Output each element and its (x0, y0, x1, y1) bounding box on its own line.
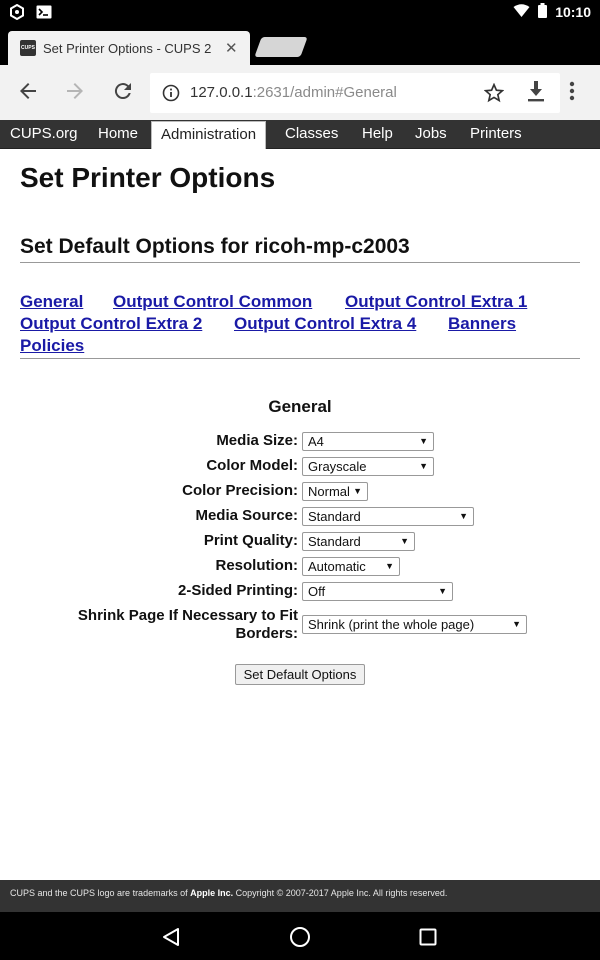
tab-output-control-extra-4[interactable]: Output Control Extra 4 (234, 314, 417, 333)
tab-output-control-extra-1[interactable]: Output Control Extra 1 (345, 292, 528, 311)
android-nav-bar (0, 912, 600, 960)
shrink-page-value: Shrink (print the whole page) (308, 617, 475, 632)
dropdown-arrow-icon: ▼ (400, 536, 409, 546)
browser-tab-active[interactable] (8, 31, 250, 65)
terminal-icon (36, 5, 52, 24)
color-precision-label: Color Precision: (182, 482, 298, 499)
browser-toolbar (0, 65, 600, 120)
download-icon[interactable] (525, 79, 547, 108)
nav-recents-icon[interactable] (419, 928, 437, 951)
dropdown-arrow-icon: ▼ (512, 619, 521, 629)
url-path: :2631/admin#General (252, 84, 397, 101)
back-arrow-icon[interactable] (16, 79, 42, 105)
dropdown-arrow-icon: ▼ (438, 586, 447, 596)
two-sided-printing-select[interactable] (302, 582, 453, 601)
tab-output-control-common[interactable]: Output Control Common (113, 292, 313, 311)
footer-apple-link[interactable]: Apple Inc. (190, 888, 234, 898)
status-time: 10:10 (555, 4, 591, 20)
color-model-value: Grayscale (308, 459, 367, 474)
dropdown-arrow-icon: ▼ (353, 486, 362, 496)
section-title: Set Default Options for ricoh-mp-c2003 (20, 235, 410, 258)
color-model-select[interactable] (302, 457, 434, 476)
page-title: Set Printer Options (20, 162, 276, 193)
nav-item-administration[interactable]: Administration (151, 121, 266, 149)
color-precision-select[interactable] (302, 482, 368, 501)
dropdown-arrow-icon: ▼ (419, 461, 428, 471)
color-model-label: Color Model: (206, 457, 298, 474)
battery-icon (538, 3, 547, 21)
resolution-label: Resolution: (215, 557, 298, 574)
options-group-title: General (268, 397, 332, 416)
cups-nav-bar (0, 120, 600, 149)
tab-general[interactable]: General (20, 292, 84, 311)
media-source-value: Standard (308, 509, 361, 524)
forward-arrow-icon[interactable] (63, 79, 89, 105)
print-quality-value: Standard (308, 534, 361, 549)
dropdown-arrow-icon: ▼ (459, 511, 468, 521)
two-sided-printing-value: Off (308, 584, 326, 599)
nav-item-printers[interactable]: Printers (470, 125, 522, 142)
tab-strip (0, 25, 600, 65)
bookmark-star-icon[interactable] (484, 83, 504, 108)
set-default-options-button[interactable]: Set Default Options (235, 664, 365, 685)
url-host: 127.0.0.1 (190, 84, 253, 101)
resolution-value: Automatic (308, 559, 366, 574)
shrink-page-label-line2: Borders: (235, 625, 298, 642)
nav-item-classes[interactable]: Classes (285, 125, 339, 142)
footer-text-before: CUPS and the CUPS logo are trademarks of (10, 888, 191, 898)
nav-item-home[interactable]: Home (98, 125, 139, 142)
media-size-label: Media Size: (216, 432, 298, 449)
divider (20, 262, 580, 263)
color-precision-value: Normal (308, 484, 350, 499)
two-sided-printing-label: 2-Sided Printing: (178, 582, 298, 599)
tab-policies[interactable]: Policies (20, 336, 85, 355)
dropdown-arrow-icon: ▼ (385, 561, 394, 571)
nav-item-cups-org[interactable]: CUPS.org (10, 125, 78, 142)
cups-favicon-icon: CUPS (20, 40, 36, 56)
media-size-value: A4 (308, 434, 324, 449)
reload-icon[interactable] (111, 79, 137, 105)
footer-text-after: Copyright © 2007-2017 Apple Inc. All rights reserved. (233, 888, 448, 898)
more-menu-icon[interactable] (569, 80, 575, 107)
url-bar[interactable] (150, 73, 560, 113)
tab-title: Set Printer Options - CUPS 2 (43, 40, 212, 56)
print-quality-label: Print Quality: (203, 532, 298, 549)
shrink-page-select[interactable] (302, 615, 527, 634)
url-text (190, 84, 397, 101)
status-bar (0, 0, 600, 25)
print-quality-select[interactable] (302, 532, 415, 551)
app-notification-icon (9, 4, 25, 25)
nav-back-icon[interactable] (162, 927, 180, 952)
tab-output-control-extra-2[interactable]: Output Control Extra 2 (20, 314, 203, 333)
media-size-select[interactable] (302, 432, 434, 451)
resolution-select[interactable] (302, 557, 400, 576)
info-icon[interactable] (162, 84, 180, 107)
page-footer (0, 880, 600, 912)
tab-banners[interactable]: Banners (448, 314, 517, 333)
new-tab-button[interactable] (254, 37, 307, 57)
nav-item-jobs[interactable]: Jobs (415, 125, 447, 142)
nav-home-icon[interactable] (289, 926, 311, 953)
media-source-label: Media Source: (195, 507, 298, 524)
dropdown-arrow-icon: ▼ (419, 436, 428, 446)
wifi-icon (513, 4, 530, 21)
shrink-page-label-line1: Shrink Page If Necessary to Fit (77, 607, 298, 624)
divider (20, 358, 580, 359)
close-tab-icon[interactable]: ✕ (225, 40, 238, 57)
nav-item-help[interactable]: Help (362, 125, 393, 142)
media-source-select[interactable] (302, 507, 474, 526)
